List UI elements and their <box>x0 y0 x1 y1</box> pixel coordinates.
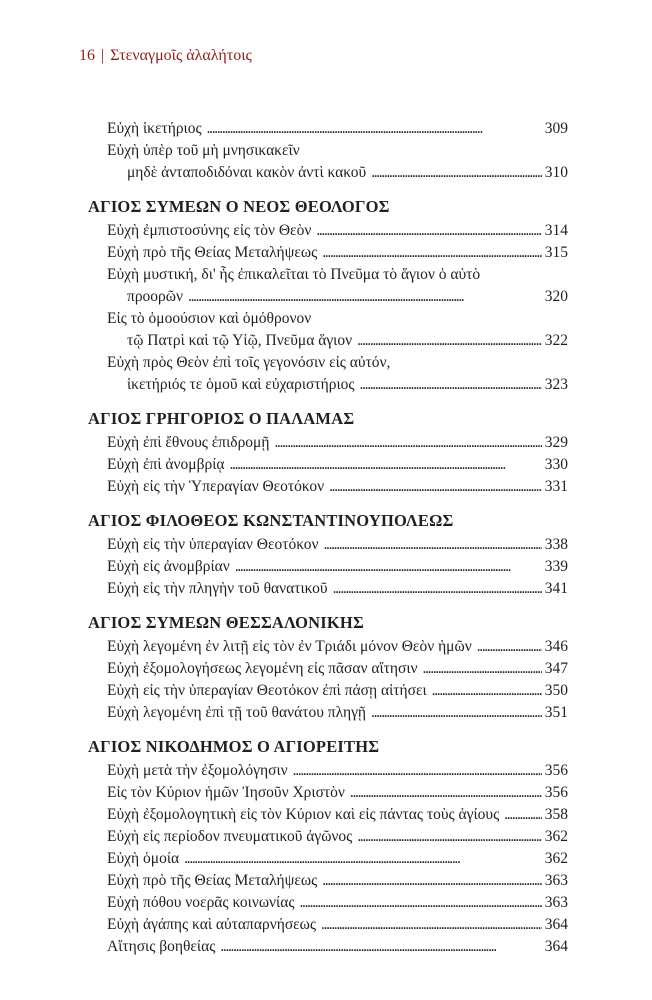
entry-page-number: 310 <box>544 164 568 181</box>
entry-title: Αἴτησις βοηθείας <box>107 938 216 955</box>
dot-leader <box>274 432 541 454</box>
toc-entry[interactable] <box>88 914 568 936</box>
entry-title: Εὐχὴ λεγομένη ἐν λιτῇ εἰς τὸν ἐν Τριάδι μόνον Θεὸν ἡμῶν <box>107 638 472 655</box>
header-separator: | <box>101 47 105 64</box>
entry-page-number: 314 <box>544 222 568 239</box>
toc-entry[interactable] <box>88 826 568 848</box>
entry-title-line: Εὐχὴ μυστική, δι' ἧς ἐπικαλεῖται τὸ Πνεῦμα τὸ ἅγιον ὁ αὐτὸ <box>107 266 481 283</box>
entry-page-number: 329 <box>544 434 568 451</box>
entry-title: Εὐχὴ εἰς τὴν Ὑπεραγίαν Θεοτόκον <box>107 478 325 495</box>
entry-page-number: 350 <box>544 682 568 699</box>
entry-title: Εὐχὴ πόθου νοερᾶς κοινωνίας <box>107 894 295 911</box>
entry-page-number: 356 <box>544 762 568 779</box>
dot-leader <box>207 118 542 140</box>
entry-page-number: 323 <box>544 376 568 393</box>
entry-title: Εἰς τὸν Κύριον ἡμῶν Ἰησοῦν Χριστὸν <box>107 784 345 801</box>
entry-title: Εὐχὴ λεγομένη ἐπὶ τῇ τοῦ θανάτου πληγῇ <box>107 704 367 721</box>
entry-title: Εὐχὴ εἰς περίοδον πνευματικοῦ ἀγῶνος <box>107 828 353 845</box>
toc-entry[interactable] <box>88 658 568 680</box>
section-heading: ΑΓΙΟΣ ΓΡΗΓΟΡΙΟΣ Ο ΠΑΛΑΜΑΣ <box>88 409 355 428</box>
entry-title: Εὐχὴ εἰς ἀνομβρίαν <box>107 558 230 575</box>
toc-entry[interactable] <box>88 760 568 782</box>
toc-entry[interactable] <box>88 220 568 242</box>
dot-leader <box>350 782 542 804</box>
toc-entry[interactable] <box>88 556 568 578</box>
section-heading: ΑΓΙΟΣ ΦΙΛΟΘΕΟΣ ΚΩΝΣΤΑΝΤΙΝΟΥΠΟΛΕΩΣ <box>88 511 454 530</box>
entry-page-number: 363 <box>544 894 568 911</box>
dot-leader <box>504 804 542 826</box>
dot-leader <box>220 936 541 958</box>
dot-leader <box>184 848 542 870</box>
entry-page-number: 364 <box>544 938 568 955</box>
toc-entry[interactable] <box>88 848 568 870</box>
section-heading: ΑΓΙΟΣ ΣΥΜΕΩΝ ΘΕΣΣΑΛΟΝΙΚΗΣ <box>88 613 364 632</box>
dot-leader <box>322 242 542 264</box>
entry-page-number: 347 <box>544 660 568 677</box>
entry-title: Εὐχὴ εἰς τὴν πληγὴν τοῦ θανατικοῦ <box>107 580 328 597</box>
entry-title: Εὐχὴ πρὸ τῆς Θείας Μεταλήψεως <box>107 872 318 889</box>
entry-title: Εὐχὴ εἰς τὴν ὑπεραγίαν Θεοτόκον ἐπὶ πάσῃ αἰτήσει <box>107 682 427 699</box>
dot-leader <box>423 658 542 680</box>
toc-entry[interactable] <box>88 162 568 184</box>
book-title: Στεναγμοῖς ἀλαλήτοις <box>110 47 252 64</box>
toc-entry[interactable] <box>88 242 568 264</box>
dot-leader <box>322 870 542 892</box>
dot-leader <box>329 476 542 498</box>
dot-leader <box>323 534 541 556</box>
toc-entry[interactable] <box>88 330 568 352</box>
dot-leader <box>371 702 542 724</box>
dot-leader <box>333 578 542 600</box>
entry-title: Εὐχὴ ἐμπιστοσύνης εἰς τὸν Θεὸν <box>107 222 312 239</box>
section-heading: ΑΓΙΟΣ ΣΥΜΕΩΝ Ο ΝΕΟΣ ΘΕΟΛΟΓΟΣ <box>88 197 390 216</box>
entry-page-number: 346 <box>544 638 568 655</box>
entry-title-line: Εὐχὴ ὑπὲρ τοῦ μὴ μνησικακεῖν <box>107 142 300 159</box>
toc-entry[interactable] <box>88 534 568 556</box>
toc-section <box>88 736 568 958</box>
entry-title: Εὐχὴ ἐξομολογητικὴ εἰς τὸν Κύριον καὶ εἰς πάντας τοὺς ἁγίους <box>107 806 500 823</box>
toc-entry[interactable] <box>88 476 568 498</box>
entry-page-number: 320 <box>544 288 568 305</box>
toc-entry[interactable] <box>88 286 568 308</box>
entry-page-number: 363 <box>544 872 568 889</box>
dot-leader <box>432 680 542 702</box>
dot-leader <box>229 454 541 476</box>
running-head <box>79 47 252 65</box>
toc-entry[interactable] <box>88 636 568 658</box>
dot-leader <box>477 636 542 658</box>
page-number: 16 <box>79 47 95 64</box>
toc-entry[interactable] <box>88 870 568 892</box>
entry-title-line: Εἰς τὸ ὁμοούσιον καὶ ὁμόθρονον <box>107 310 312 327</box>
entry-page-number: 362 <box>544 828 568 845</box>
entry-title: Εὐχὴ εἰς τὴν ὑπεραγίαν Θεοτόκον <box>107 536 319 553</box>
toc-section <box>88 118 568 184</box>
dot-leader <box>293 760 542 782</box>
entry-title: τῷ Πατρὶ καὶ τῷ Υἱῷ, Πνεῦμα ἅγιον <box>127 332 353 349</box>
dot-leader <box>360 374 542 396</box>
dot-leader <box>371 162 542 184</box>
dot-leader <box>235 556 542 578</box>
entry-title: Εὐχὴ ὁμοία <box>107 850 180 867</box>
entry-page-number: 356 <box>544 784 568 801</box>
entry-page-number: 351 <box>544 704 568 721</box>
dot-leader <box>321 914 542 936</box>
entry-page-number: 322 <box>544 332 568 349</box>
toc-section <box>88 612 568 724</box>
entry-title: μηδὲ ἀνταποδιδόναι κακὸν ἀντὶ κακοῦ <box>127 164 367 181</box>
toc-entry[interactable] <box>88 782 568 804</box>
toc-section <box>88 510 568 600</box>
dot-leader <box>188 286 542 308</box>
entry-page-number: 358 <box>544 806 568 823</box>
toc-section <box>88 408 568 498</box>
table-of-contents <box>88 118 568 958</box>
entry-title: Εὐχὴ μετὰ τὴν ἐξομολόγησιν <box>107 762 288 779</box>
dot-leader <box>357 330 542 352</box>
toc-section <box>88 196 568 396</box>
entry-page-number: 362 <box>544 850 568 867</box>
entry-page-number: 315 <box>544 244 568 261</box>
dot-leader <box>357 826 541 848</box>
entry-page-number: 330 <box>544 456 568 473</box>
entry-title-line: Εὐχὴ πρὸς Θεὸν ἐπὶ τοῖς γεγονόσιν εἰς αὐτόν, <box>107 354 391 371</box>
toc-entry[interactable] <box>88 680 568 702</box>
entry-page-number: 309 <box>544 120 568 137</box>
entry-page-number: 331 <box>544 478 568 495</box>
toc-entry[interactable] <box>88 804 568 826</box>
dot-leader <box>316 220 541 242</box>
entry-title: Εὐχὴ ἀγάπης καὶ αὐταπαρνήσεως <box>107 916 317 933</box>
toc-entry[interactable] <box>88 118 568 140</box>
dot-leader <box>299 892 541 914</box>
section-heading: ΑΓΙΟΣ ΝΙΚΟΔΗΜΟΣ Ο ΑΓΙΟΡΕΙΤΗΣ <box>88 737 380 756</box>
toc-entry[interactable] <box>88 892 568 914</box>
entry-title: Εὐχὴ πρὸ τῆς Θείας Μεταλήψεως <box>107 244 318 261</box>
entry-title: Εὐχὴ ἱκετήριος <box>107 120 202 137</box>
entry-title: ἱκετήριός τε ὁμοῦ καὶ εὐχαριστήριος <box>127 376 355 393</box>
entry-title: προορῶν <box>127 288 184 305</box>
entry-page-number: 339 <box>544 558 568 575</box>
entry-page-number: 341 <box>544 580 568 597</box>
entry-page-number: 364 <box>544 916 568 933</box>
entry-title: Εὐχὴ ἐξομολογήσεως λεγομένη εἰς πᾶσαν αἴτησιν <box>107 660 418 677</box>
toc-entry[interactable] <box>88 374 568 396</box>
toc-entry[interactable] <box>88 936 568 958</box>
entry-title: Εὐχὴ ἐπὶ ἔθνους ἐπιδρομῇ <box>107 434 270 451</box>
entry-title: Εὐχὴ ἐπὶ ἀνομβρίᾳ <box>107 456 225 473</box>
toc-entry[interactable] <box>88 578 568 600</box>
toc-entry[interactable] <box>88 702 568 724</box>
entry-page-number: 338 <box>544 536 568 553</box>
toc-entry[interactable] <box>88 454 568 476</box>
toc-entry[interactable] <box>88 432 568 454</box>
